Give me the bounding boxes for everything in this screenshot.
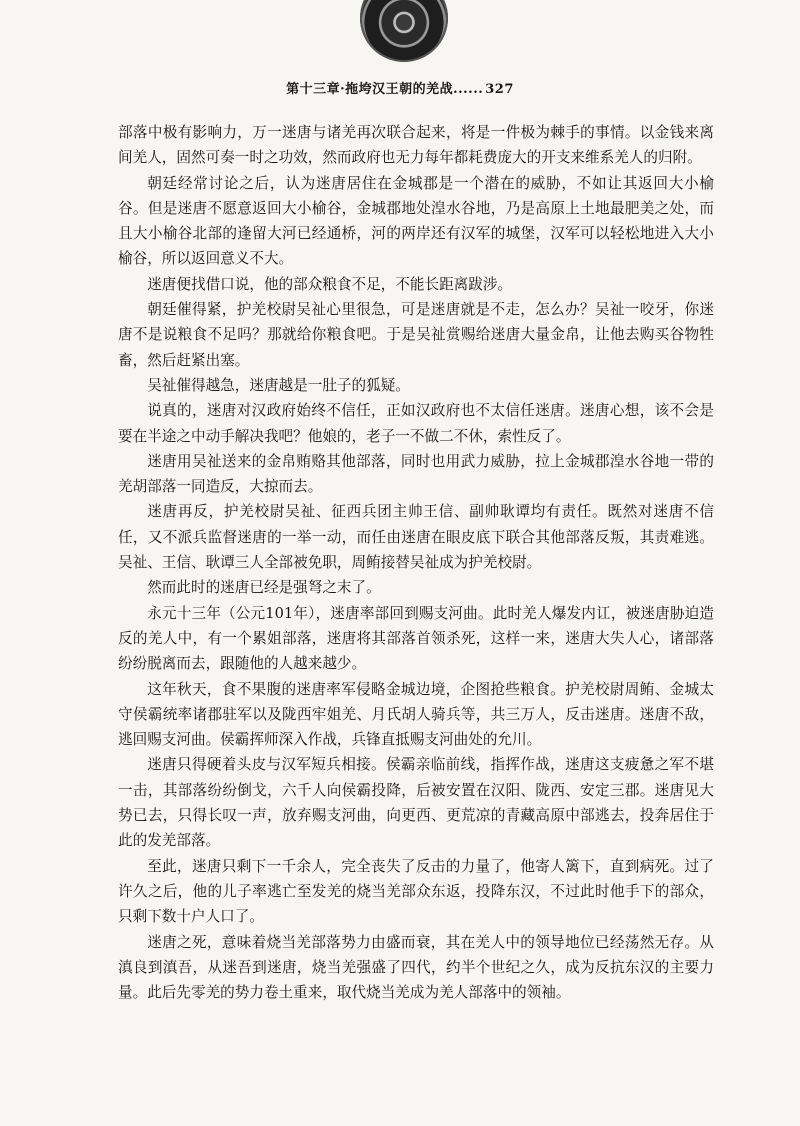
page-number: 327 — [485, 82, 514, 97]
paragraph: 部落中极有影响力，万一迷唐与诸羌再次联合起来，将是一件极为棘手的事情。以金钱来离间羌人，固然可奏一时之功效，然而政府也无力每年都耗费庞大的开支来维系羌人的归附。 — [118, 124, 714, 167]
paragraph: 说真的，迷唐对汉政府始终不信任，正如汉政府也不太信任迷唐。迷唐心想，该不会是要在半途之中动手解决我吧？他娘的，老子一不做二不休，索性反了。 — [118, 402, 714, 445]
body-text — [118, 120, 714, 1005]
paragraph: 迷唐便找借口说，他的部众粮食不足，不能长距离跋涉。 — [147, 275, 513, 293]
paragraph: 至此，迷唐只剩下一千余人，完全丧失了反击的力量了，他寄人篱下，直到病死。过了许久之后，他的儿子率逃亡至发羌的烧当羌部众东返，投降东汉，不过此时他手下的部众，只剩下数十户人口了。 — [118, 857, 714, 926]
paragraph: 朝廷经常讨论之后，认为迷唐居住在金城郡是一个潜在的威胁，不如让其返回大小榆谷。但是迷唐不愿意返回大小榆谷，金城郡地处湟水谷地，乃是高原上土地最肥美之处，而且大小榆谷北部的逢留大河已经通桥，河的两岸还有汉军的城堡，汉军可以轻松地进入大小榆谷，所以返回意义不大。 — [118, 174, 714, 268]
paragraph: 永元十三年（公元101年），迷唐率部回到赐支河曲。此时羌人爆发内讧，被迷唐胁迫造反的羌人中，有一个累姐部落，迷唐将其部落首领杀死，这样一来，迷唐大失人心，诸部落纷纷脱离而去，跟随他的人越来越少。 — [118, 604, 714, 673]
running-header — [0, 78, 800, 97]
paragraph: 朝廷催得紧，护羌校尉吴祉心里很急，可是迷唐就是不走，怎么办？吴祉一咬牙，你迷唐不是说粮食不足吗？那就给你粮食吧。于是吴祉赏赐给迷唐大量金帛，让他去购买谷物牲畜，然后赶紧出塞。 — [118, 301, 714, 369]
chapter-title: 第十三章·拖垮汉王朝的羌战...... — [286, 82, 484, 97]
paragraph: 吴祉催得越急，迷唐越是一肚子的狐疑。 — [147, 376, 410, 394]
paragraph: 迷唐之死，意味着烧当羌部落势力由盛而衰，其在羌人中的领导地位已经荡然无存。从滇良到滇吾，从迷吾到迷唐，烧当羌强盛了四代，约半个世纪之久，成为反抗东汉的主要力量。此后先零羌的势力卷土重来，取代烧当羌成为羌人部落中的领袖。 — [118, 933, 714, 1002]
paragraph: 迷唐再反，护羌校尉吴祉、征西兵团主帅王信、副帅耿谭均有责任。既然对迷唐不信任，又不派兵监督迷唐的一举一动，而任由迷唐在眼皮底下联合其他部落反叛，其责难逃。吴祉、王信、耿谭三人全部被免职，周鲔接替吴祉成为护羌校尉。 — [118, 503, 714, 572]
paragraph: 这年秋天，食不果腹的迷唐率军侵略金城边境，企图抢些粮食。护羌校尉周鲔、金城太守侯霸统率诸郡驻军以及陇西牢姐羌、月氏胡人骑兵等，共三万人，反击迷唐。迷唐不敌，逃回赐支河曲。侯霸挥师深入作战，兵锋直抵赐支河曲处的允川。 — [118, 680, 714, 749]
paragraph: 然而此时的迷唐已经是强弩之末了。 — [147, 579, 381, 597]
paragraph: 迷唐只得硬着头皮与汉军短兵相接。侯霸亲临前线，指挥作战，迷唐这支疲惫之军不堪一击，其部落纷纷倒戈，六千人向侯霸投降，后被安置在汉阳、陇西、安定三郡。迷唐见大势已去，只得长叹一声，放弃赐支河曲，向更西、更荒凉的青藏高原中部逃去，投奔居住于此的发羌部落。 — [118, 756, 714, 850]
decorative-bronze-mirror-icon — [360, 0, 448, 62]
paragraph: 迷唐用吴祉送来的金帛贿赂其他部落，同时也用武力威胁，拉上金城郡湟水谷地一带的羌胡部落一同造反，大掠而去。 — [118, 452, 714, 496]
